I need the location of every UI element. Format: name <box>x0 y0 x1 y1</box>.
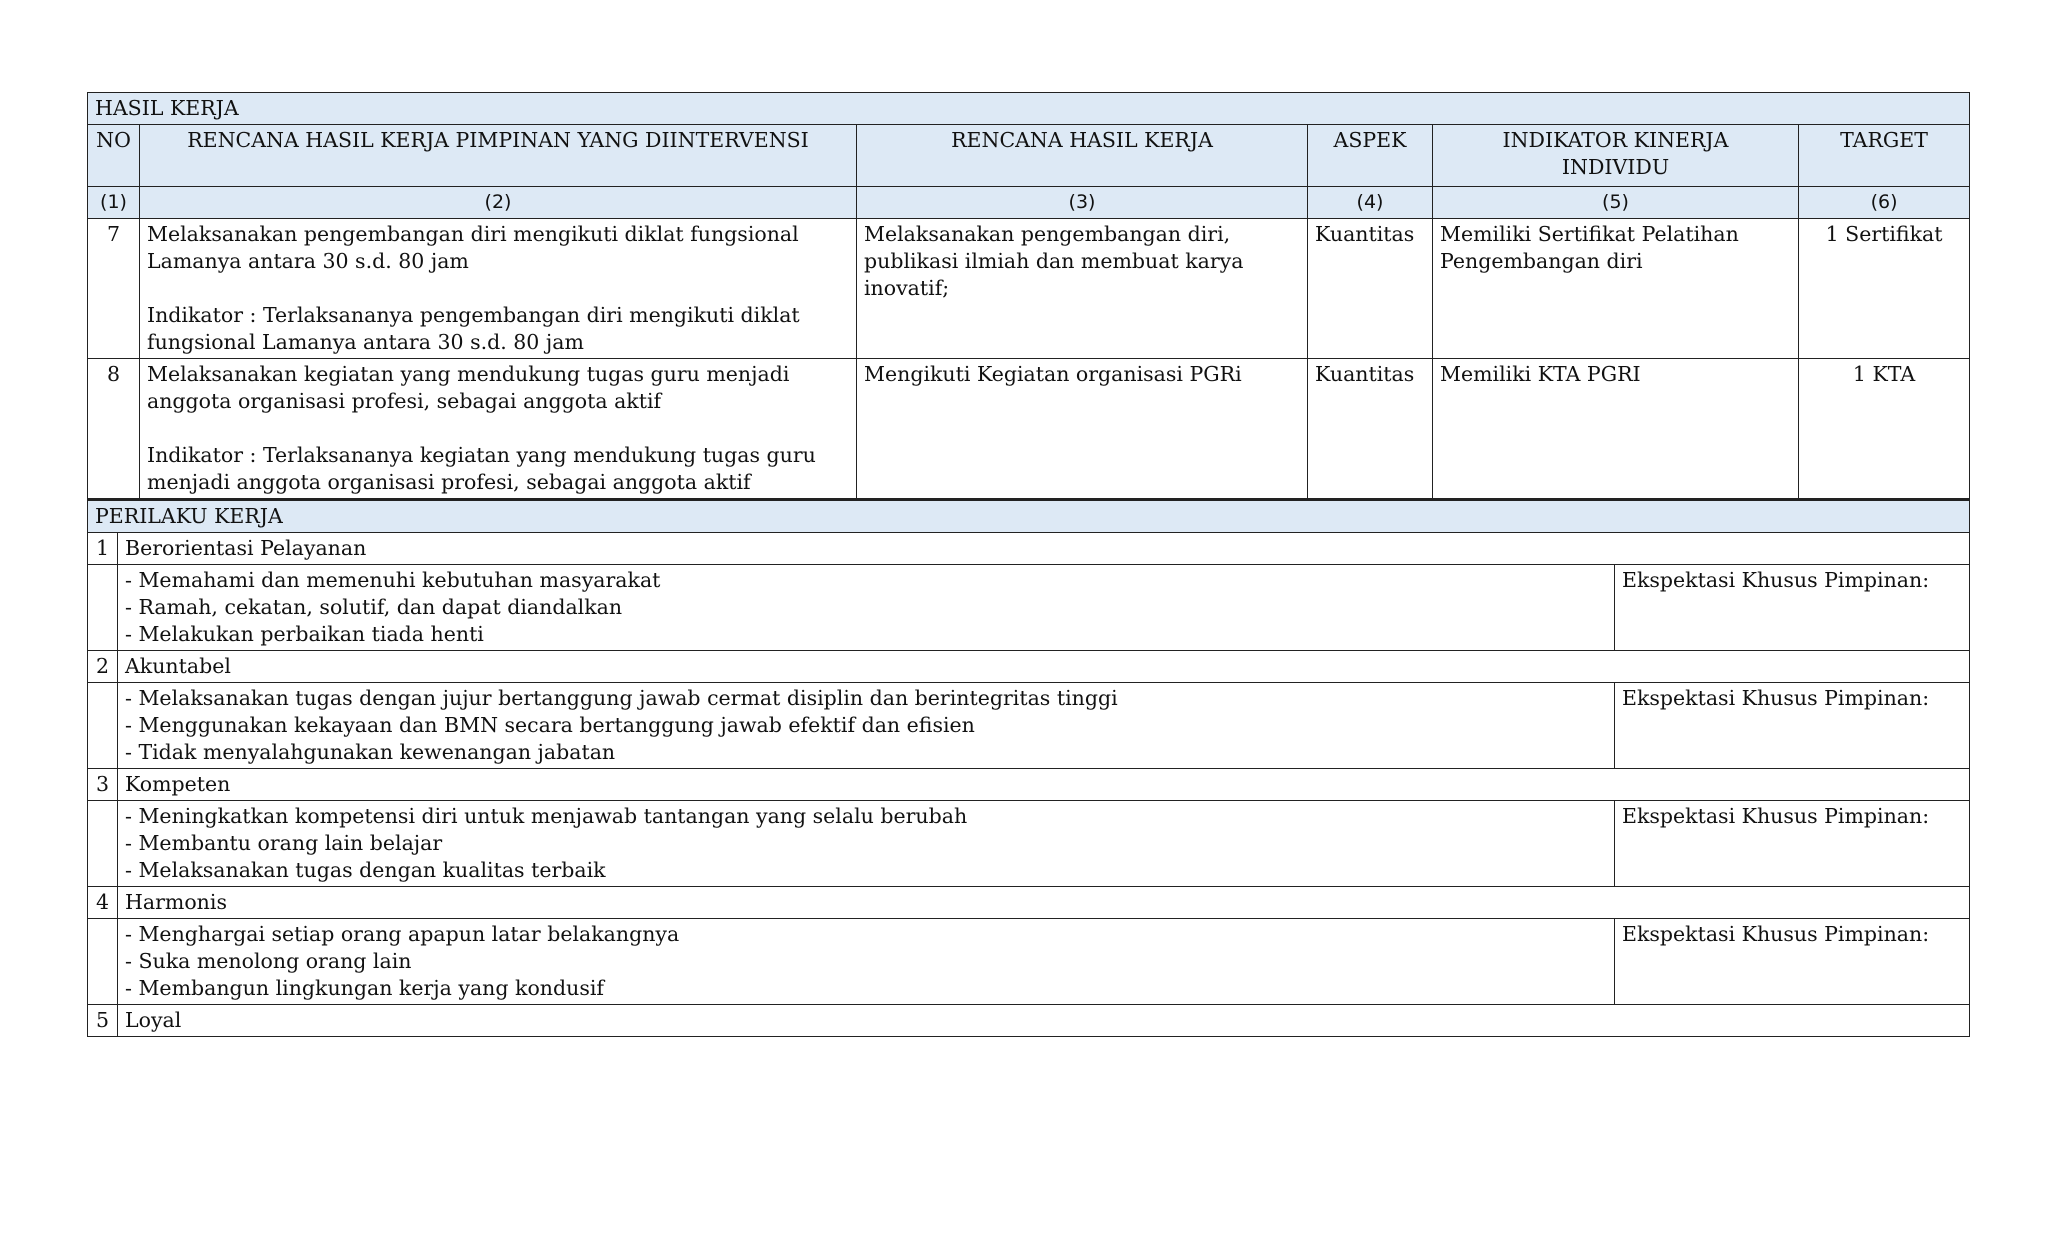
list-item: - Menggunakan kekayaan dan BMN secara bertanggung jawab efektif dan efisien <box>125 713 975 737</box>
list-item: - Melaksanakan tugas dengan jujur bertanggung jawab cermat disiplin dan berintegritas tinggi <box>125 686 1118 710</box>
row-indikator: Memiliki KTA PGRI <box>1433 359 1799 499</box>
list-item: - Menghargai setiap orang apapun latar belakangnya <box>125 922 680 946</box>
header-target: TARGET <box>1799 125 1970 187</box>
perilaku-kerja-table <box>87 498 1970 1037</box>
header-indikator: INDIKATOR KINERJA INDIVIDU <box>1433 125 1799 187</box>
column-number-row <box>88 187 1970 219</box>
indikator-pimpinan-text: Indikator : Terlaksananya kegiatan yang mendukung tugas guru menjadi anggota organisasi profesi, sebagai anggota aktif <box>147 443 816 494</box>
perilaku-title: Berorientasi Pelayanan <box>118 533 1970 565</box>
perilaku-no: 2 <box>88 651 118 683</box>
column-number: (4) <box>1308 187 1433 219</box>
ekspektasi-cell: Ekspektasi Khusus Pimpinan: <box>1615 565 1970 651</box>
row-rencana-pimpinan <box>140 219 857 359</box>
hasil-kerja-header-row <box>88 125 1970 187</box>
perilaku-no: 5 <box>88 1005 118 1037</box>
perilaku-detail-row <box>88 919 1970 1005</box>
row-rencana-pimpinan <box>140 359 857 499</box>
list-item: - Suka menolong orang lain <box>125 949 412 973</box>
perilaku-kerja-title: PERILAKU KERJA <box>88 500 1970 533</box>
perilaku-item-row <box>88 769 1970 801</box>
column-number: (6) <box>1799 187 1970 219</box>
perilaku-item-row <box>88 651 1970 683</box>
ekspektasi-cell: Ekspektasi Khusus Pimpinan: <box>1615 801 1970 887</box>
row-target: 1 Sertifikat <box>1799 219 1970 359</box>
row-target: 1 KTA <box>1799 359 1970 499</box>
row-rencana: Melaksanakan pengembangan diri, publikasi ilmiah dan membuat karya inovatif; <box>857 219 1308 359</box>
hasil-kerja-table <box>87 92 1970 499</box>
perilaku-points <box>118 801 1615 887</box>
indikator-pimpinan-text: Indikator : Terlaksananya pengembangan diri mengikuti diklat fungsional Lamanya antara 30 s.d. 80 jam <box>147 303 800 354</box>
perilaku-empty-cell <box>88 683 118 769</box>
perilaku-title: Akuntabel <box>118 651 1970 683</box>
perilaku-empty-cell <box>88 801 118 887</box>
row-indikator: Memiliki Sertifikat Pelatihan Pengembangan diri <box>1433 219 1799 359</box>
table-row <box>88 219 1970 359</box>
table-row <box>88 359 1970 499</box>
perilaku-no: 1 <box>88 533 118 565</box>
list-item: - Membantu orang lain belajar <box>125 831 443 855</box>
hasil-kerja-title: HASIL KERJA <box>88 93 1970 125</box>
ekspektasi-cell: Ekspektasi Khusus Pimpinan: <box>1615 919 1970 1005</box>
rencana-pimpinan-text: Melaksanakan kegiatan yang mendukung tugas guru menjadi anggota organisasi profesi, sebagai anggota aktif <box>147 362 790 413</box>
perilaku-kerja-section-row <box>88 500 1970 533</box>
header-rencana-pimpinan: RENCANA HASIL KERJA PIMPINAN YANG DIINTERVENSI <box>140 125 857 187</box>
list-item: - Meningkatkan kompetensi diri untuk menjawab tantangan yang selalu berubah <box>125 804 968 828</box>
perilaku-empty-cell <box>88 565 118 651</box>
perilaku-points <box>118 919 1615 1005</box>
column-number: (3) <box>857 187 1308 219</box>
list-item: - Melaksanakan tugas dengan kualitas terbaik <box>125 858 606 882</box>
column-number: (5) <box>1433 187 1799 219</box>
document-page <box>87 92 1969 1037</box>
rencana-pimpinan-text: Melaksanakan pengembangan diri mengikuti diklat fungsional Lamanya antara 30 s.d. 80 jam <box>147 222 799 273</box>
header-aspek: ASPEK <box>1308 125 1433 187</box>
perilaku-points <box>118 683 1615 769</box>
perilaku-title: Harmonis <box>118 887 1970 919</box>
hasil-kerja-section-row <box>88 93 1970 125</box>
perilaku-empty-cell <box>88 919 118 1005</box>
perilaku-detail-row <box>88 801 1970 887</box>
perilaku-points <box>118 565 1615 651</box>
perilaku-detail-row <box>88 565 1970 651</box>
row-aspek: Kuantitas <box>1308 359 1433 499</box>
perilaku-title: Kompeten <box>118 769 1970 801</box>
list-item: - Memahami dan memenuhi kebutuhan masyarakat <box>125 568 661 592</box>
perilaku-detail-row <box>88 683 1970 769</box>
perilaku-item-row <box>88 1005 1970 1037</box>
perilaku-item-row <box>88 533 1970 565</box>
perilaku-no: 3 <box>88 769 118 801</box>
row-rencana: Mengikuti Kegiatan organisasi PGRi <box>857 359 1308 499</box>
column-number: (2) <box>140 187 857 219</box>
row-no: 8 <box>88 359 140 499</box>
header-rencana: RENCANA HASIL KERJA <box>857 125 1308 187</box>
perilaku-title: Loyal <box>118 1005 1970 1037</box>
perilaku-item-row <box>88 887 1970 919</box>
row-no: 7 <box>88 219 140 359</box>
perilaku-no: 4 <box>88 887 118 919</box>
list-item: - Ramah, cekatan, solutif, dan dapat diandalkan <box>125 595 623 619</box>
ekspektasi-cell: Ekspektasi Khusus Pimpinan: <box>1615 683 1970 769</box>
list-item: - Melakukan perbaikan tiada henti <box>125 622 484 646</box>
list-item: - Membangun lingkungan kerja yang kondusif <box>125 976 604 1000</box>
list-item: - Tidak menyalahgunakan kewenangan jabatan <box>125 740 616 764</box>
column-number: (1) <box>88 187 140 219</box>
row-aspek: Kuantitas <box>1308 219 1433 359</box>
header-no: NO <box>88 125 140 187</box>
